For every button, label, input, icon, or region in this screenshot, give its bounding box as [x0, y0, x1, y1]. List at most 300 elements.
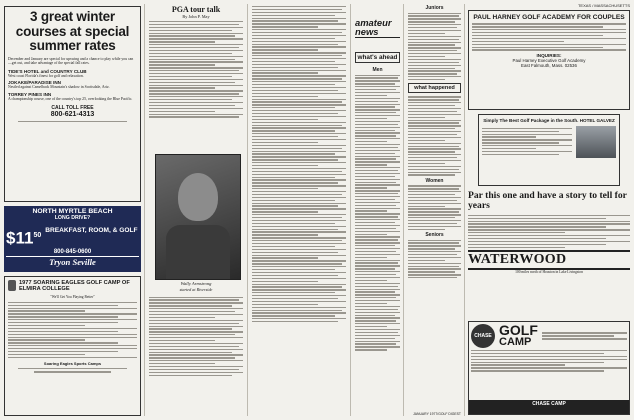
- ads-column-left: [4, 0, 141, 420]
- text-line: [355, 271, 400, 272]
- text-line: [408, 217, 455, 218]
- club-name: TORREY PINES INN: [8, 91, 52, 97]
- text-line: [355, 251, 396, 252]
- waterwood-ad: [468, 191, 630, 317]
- text-line: [252, 315, 335, 316]
- text-line: [252, 148, 342, 149]
- text-line: [408, 140, 445, 141]
- text-line: [408, 65, 461, 66]
- text-line: [149, 47, 239, 48]
- text-line: [355, 179, 400, 180]
- text-line: [252, 240, 342, 241]
- text-line: [252, 200, 335, 201]
- text-line: [408, 79, 445, 80]
- text-line: [408, 203, 461, 204]
- text-line: [355, 274, 396, 275]
- text-line: [252, 162, 346, 163]
- event-listings: [408, 13, 461, 81]
- section-title: what happened: [414, 85, 455, 92]
- text-line: [252, 101, 342, 102]
- text-line: [252, 153, 335, 154]
- text-line: [252, 295, 346, 296]
- text-line: [355, 303, 387, 304]
- club-name: TIDE'S HOTEL and COUNTRY CLUB: [8, 68, 87, 74]
- text-line: [408, 44, 455, 45]
- text-line: [252, 223, 335, 224]
- text-line: [355, 158, 396, 159]
- north-myrtle-beach-ad: [4, 206, 141, 272]
- text-line: [355, 130, 395, 131]
- soaring-eagles-ad: [4, 276, 141, 416]
- text-line: [355, 80, 400, 81]
- text-line: [355, 104, 400, 105]
- text-line: [252, 310, 342, 311]
- text-line: [355, 216, 398, 217]
- column-rule: [144, 4, 145, 416]
- text-line: [355, 257, 387, 258]
- player-photo: [155, 154, 241, 280]
- text-line: [355, 118, 387, 119]
- text-line: [355, 231, 400, 232]
- text-line: [408, 42, 461, 43]
- text-line: [355, 297, 396, 298]
- text-line: [408, 257, 461, 258]
- text-line: [149, 53, 232, 54]
- photo-caption-text: started at Riverside: [179, 287, 213, 292]
- nmb-title: NORTH MYRTLE BEACH: [32, 208, 113, 215]
- text-line: [355, 222, 395, 223]
- results-column: [408, 0, 461, 420]
- text-line: [408, 251, 461, 252]
- photo-caption-name: Wally Armstrong: [180, 281, 212, 286]
- text-line: [408, 134, 457, 135]
- text-line: [355, 202, 400, 203]
- text-line: [149, 41, 215, 42]
- text-line: [408, 21, 455, 22]
- text-line: [252, 107, 335, 108]
- text-line: [252, 142, 318, 143]
- nmb-offer: BREAKFAST, ROOM, & GOLF: [45, 227, 138, 234]
- nmb-subtitle: LONG DRIVE?: [54, 215, 91, 221]
- text-line: [408, 146, 459, 147]
- text-line: [408, 254, 457, 255]
- text-line: [149, 38, 243, 39]
- text-line: [252, 286, 342, 287]
- text-line: [252, 197, 346, 198]
- column-rule: [403, 4, 404, 416]
- text-line: [252, 272, 346, 273]
- text-line: [355, 164, 387, 165]
- text-line: [252, 44, 338, 45]
- text-line: [408, 59, 461, 60]
- text-line: [355, 349, 387, 350]
- text-line: [252, 231, 346, 232]
- chase-golf-camp-ad: [468, 321, 630, 415]
- text-line: [252, 127, 346, 128]
- text-line: [252, 304, 318, 305]
- text-line: [252, 159, 338, 160]
- text-line: [408, 73, 457, 74]
- text-line: [355, 153, 395, 154]
- text-line: [408, 248, 455, 249]
- event-listings: [408, 96, 461, 175]
- text-line: [252, 113, 338, 114]
- text-line: [252, 275, 338, 276]
- text-line: [408, 200, 457, 201]
- text-line: [149, 50, 243, 51]
- text-line: [355, 161, 400, 162]
- text-line: [408, 33, 445, 34]
- text-line: [355, 309, 398, 310]
- text-line: [252, 185, 346, 186]
- text-line: [408, 96, 461, 97]
- text-line: [408, 194, 455, 195]
- text-line: [252, 6, 346, 7]
- text-line: [149, 102, 243, 103]
- text-line: [252, 226, 346, 227]
- text-line: [252, 125, 342, 126]
- text-line: [252, 266, 346, 267]
- text-line: [355, 242, 400, 243]
- text-line: [355, 83, 395, 84]
- text-line: [355, 167, 400, 168]
- text-line: [252, 110, 346, 111]
- text-line: [355, 138, 400, 139]
- pga-tour-talk-column: [149, 0, 243, 420]
- text-line: [149, 343, 243, 344]
- text-line: [252, 72, 318, 73]
- text-line: [355, 219, 400, 220]
- text-line: [252, 234, 318, 235]
- text-line: [149, 59, 235, 60]
- call-label: CALL TOLL FREE: [51, 104, 94, 111]
- text-line: [408, 266, 459, 267]
- hotel-galvez-ad: [478, 114, 620, 186]
- text-line: [408, 274, 461, 275]
- text-line: [355, 245, 395, 246]
- text-line: [408, 277, 457, 278]
- text-line: [252, 188, 318, 189]
- text-line: [408, 137, 461, 138]
- text-line: [408, 13, 461, 14]
- inquiries-label: INQUIRIES:: [536, 52, 562, 58]
- text-line: [252, 194, 342, 195]
- soar-contact: Soaring Eagles Sports Camps: [43, 361, 102, 367]
- text-line: [355, 300, 400, 301]
- text-line: [149, 297, 243, 298]
- text-line: [408, 148, 461, 149]
- text-line: [252, 269, 335, 270]
- text-line: [408, 27, 457, 28]
- text-line: [408, 105, 455, 106]
- text-line: [408, 131, 461, 132]
- club-description: Nestled against Camelback Mountain's shadow in Scottsdale, Ariz.: [8, 85, 110, 90]
- text-line: [149, 114, 243, 115]
- text-line: [149, 363, 215, 364]
- text-line: [149, 33, 243, 34]
- text-line: [252, 75, 346, 76]
- text-line: [252, 20, 338, 21]
- text-line: [252, 257, 318, 258]
- subsection-title: Men: [372, 67, 383, 73]
- text-line: [252, 307, 346, 308]
- text-line: [149, 337, 243, 338]
- text-line: [252, 78, 342, 79]
- text-line: [355, 173, 400, 174]
- text-line: [408, 53, 461, 54]
- text-line: [408, 99, 459, 100]
- page-footer: JANUARY 1977/GOLF DIGEST: [413, 412, 461, 416]
- text-line: [355, 182, 396, 183]
- text-line: [252, 284, 346, 285]
- byline: By John P. May: [182, 14, 210, 19]
- text-line: [252, 136, 338, 137]
- academy-title: PAUL HARNEY GOLF ACADEMY FOR COUPLES: [473, 14, 625, 21]
- text-line: [355, 332, 398, 333]
- text-line: [408, 260, 445, 261]
- text-line: [408, 24, 461, 25]
- ad-body-text: [482, 126, 572, 158]
- text-line: [149, 331, 243, 332]
- text-line: [355, 147, 398, 148]
- column-rule: [464, 4, 465, 416]
- text-line: [149, 349, 243, 350]
- text-line: [252, 139, 346, 140]
- text-line: [149, 96, 243, 97]
- text-line: [149, 85, 243, 86]
- text-line: [149, 328, 232, 329]
- text-line: [149, 369, 239, 370]
- text-line: [355, 335, 400, 336]
- golf-label: GOLF: [499, 322, 538, 338]
- text-line: [355, 135, 396, 136]
- text-line: [355, 254, 400, 255]
- text-line: [355, 213, 400, 214]
- text-line: [252, 12, 346, 13]
- text-line: [408, 220, 461, 221]
- text-line: [355, 132, 400, 133]
- text-line: [408, 120, 461, 121]
- text-line: [252, 252, 338, 253]
- text-line: [355, 190, 400, 191]
- winter-courses-ad: [4, 6, 141, 202]
- text-line: [408, 39, 459, 40]
- text-line: [252, 298, 338, 299]
- text-line: [408, 185, 461, 186]
- text-line: [355, 77, 398, 78]
- text-line: [252, 208, 346, 209]
- text-line: [408, 151, 455, 152]
- text-line: [252, 191, 346, 192]
- text-line: [355, 260, 400, 261]
- text-line: [355, 205, 396, 206]
- ad-body-text: [472, 23, 626, 50]
- text-line: [252, 87, 346, 88]
- text-line: [252, 104, 346, 105]
- subsection-title: Seniors: [425, 231, 444, 238]
- amateur-news-column: [355, 0, 400, 420]
- text-line: [355, 112, 396, 113]
- text-line: [408, 30, 461, 31]
- text-line: [408, 108, 461, 109]
- text-line: [149, 372, 243, 373]
- text-line: [252, 133, 346, 134]
- text-line: [408, 166, 461, 167]
- text-line: [149, 30, 232, 31]
- text-line: [355, 225, 400, 226]
- text-line: [252, 217, 342, 218]
- text-line: [252, 249, 346, 250]
- eagle-icon: [8, 280, 16, 291]
- text-line: [149, 90, 243, 91]
- text-line: [149, 308, 243, 309]
- ads-column-right: [468, 0, 630, 420]
- text-line: [408, 240, 461, 241]
- par-title: Par this one and have a story to tell for years: [468, 190, 627, 212]
- text-line: [252, 263, 342, 264]
- text-line: [252, 70, 346, 71]
- waterwood-brand: WATERWOOD: [468, 250, 630, 270]
- text-line: [252, 255, 346, 256]
- text-line: [355, 199, 395, 200]
- text-line: [149, 108, 243, 109]
- text-line: [252, 32, 342, 33]
- text-line: [149, 346, 239, 347]
- text-line: [149, 73, 243, 74]
- article-column: [252, 0, 346, 420]
- text-line: [355, 193, 398, 194]
- text-line: [355, 121, 400, 122]
- section-title: what's ahead: [357, 54, 398, 61]
- text-line: [252, 61, 335, 62]
- text-line: [408, 163, 445, 164]
- text-line: [408, 70, 461, 71]
- text-line: [355, 95, 387, 96]
- text-line: [355, 156, 400, 157]
- text-line: [408, 111, 457, 112]
- text-line: [408, 206, 445, 207]
- subsection-title: Women: [425, 177, 444, 184]
- text-line: [252, 15, 335, 16]
- text-line: [408, 125, 461, 126]
- text-line: [252, 81, 346, 82]
- text-line: [408, 211, 459, 212]
- article-text: [252, 6, 346, 322]
- text-line: [408, 143, 461, 144]
- text-line: [252, 151, 346, 152]
- text-line: [252, 130, 335, 131]
- text-line: [252, 49, 318, 50]
- text-line: [252, 145, 346, 146]
- text-line: [355, 170, 398, 171]
- text-line: [252, 211, 318, 212]
- text-line: [149, 311, 235, 312]
- text-line: [355, 248, 400, 249]
- text-line: [252, 179, 346, 180]
- text-line: [408, 56, 445, 57]
- text-line: [149, 305, 232, 306]
- text-line: [149, 76, 232, 77]
- text-line: [149, 70, 239, 71]
- text-line: [355, 262, 398, 263]
- text-line: [408, 128, 455, 129]
- text-line: [355, 338, 395, 339]
- text-line: [355, 98, 400, 99]
- text-line: [252, 321, 338, 322]
- camp-label: CAMP: [499, 336, 532, 348]
- text-line: [149, 360, 243, 361]
- text-line: [408, 102, 461, 103]
- text-line: [252, 246, 335, 247]
- academy-name: Paul Harney Executive Golf Academy: [512, 57, 586, 63]
- text-line: [252, 116, 346, 117]
- text-line: [408, 214, 461, 215]
- text-line: [149, 334, 235, 335]
- text-line: [149, 87, 215, 88]
- text-line: [355, 291, 395, 292]
- text-line: [408, 36, 461, 37]
- article-text: [149, 21, 243, 118]
- text-line: [252, 171, 342, 172]
- hotel-photo: [576, 126, 616, 158]
- text-line: [149, 61, 243, 62]
- text-line: [252, 67, 338, 68]
- text-line: [149, 314, 243, 315]
- text-line: [355, 286, 398, 287]
- price: $11: [6, 228, 34, 248]
- text-line: [408, 117, 445, 118]
- text-line: [408, 47, 461, 48]
- text-line: [252, 23, 346, 24]
- text-line: [252, 165, 318, 166]
- text-line: [355, 141, 387, 142]
- text-line: [252, 301, 346, 302]
- text-line: [408, 223, 457, 224]
- text-line: [355, 196, 400, 197]
- text-line: [252, 93, 346, 94]
- text-line: [355, 187, 387, 188]
- portrait-face-icon: [178, 173, 218, 221]
- text-line: [149, 82, 235, 83]
- text-line: [408, 114, 461, 115]
- text-line: [252, 58, 346, 59]
- text-line: [355, 228, 396, 229]
- text-line: [408, 160, 461, 161]
- text-line: [252, 46, 346, 47]
- text-line: [355, 265, 400, 266]
- text-line: [252, 278, 346, 279]
- waterwood-subtitle: 100 miles north of Houston in Lake Livingston: [515, 269, 583, 274]
- text-line: [252, 214, 346, 215]
- soar-subtitle: "We'll Get You Playing Better": [50, 294, 95, 299]
- text-line: [252, 35, 346, 36]
- column-rule: [350, 4, 351, 416]
- text-line: [355, 323, 400, 324]
- text-line: [252, 99, 346, 100]
- text-line: [149, 357, 235, 358]
- text-line: [149, 79, 243, 80]
- text-line: [252, 292, 335, 293]
- text-line: [355, 343, 396, 344]
- text-line: [355, 312, 400, 313]
- text-line: [252, 119, 318, 120]
- text-line: [355, 346, 400, 347]
- text-line: [149, 299, 239, 300]
- text-line: [355, 239, 398, 240]
- price-cents: 50: [33, 232, 42, 239]
- text-line: [252, 9, 342, 10]
- chase-footer: CHASE CAMP: [532, 401, 566, 407]
